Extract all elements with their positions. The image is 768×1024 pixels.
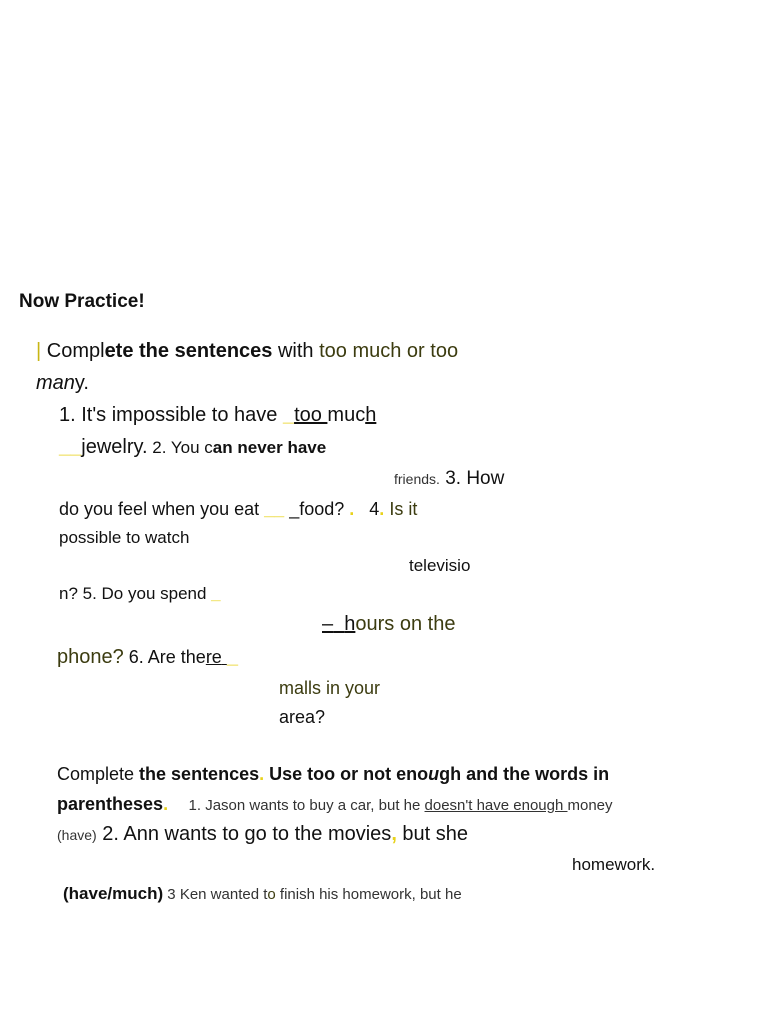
- sentence-5-cont: [322, 614, 455, 634]
- sentence-3: [59, 500, 417, 518]
- answer-text: re: [205, 647, 222, 667]
- answer-text: doesn't have enough: [424, 797, 568, 814]
- sentence-text: money: [567, 797, 613, 814]
- sentence-text: do you feel when you eat: [59, 499, 265, 519]
- sentence-2-end: [394, 469, 504, 488]
- instr-part: Complete: [57, 764, 140, 784]
- answer-blank: __: [59, 436, 82, 458]
- answer-blank: _: [211, 584, 221, 603]
- exercise-1-instruction: [36, 341, 458, 361]
- instr-part: y.: [74, 372, 89, 394]
- sentence-text: ,: [391, 823, 397, 845]
- sentence-text: finish his homework, but he: [275, 886, 462, 903]
- instr-part: with: [272, 340, 320, 362]
- exercise-2-instruction: [57, 765, 609, 783]
- answer-blank: __: [264, 499, 285, 519]
- exercise-2-sentence-2-cont: homework.: [572, 855, 656, 874]
- sentence-text: jewelry.: [81, 436, 148, 458]
- answer-blank: .: [349, 499, 355, 519]
- sentence-4-cont: televisio: [409, 556, 471, 575]
- sentence-2-text: 2. You c: [147, 438, 213, 457]
- sentence-text: 2. Ann wants to go to the movies: [96, 823, 392, 845]
- answer-blank: .: [379, 499, 390, 519]
- sentence-1-cont: [59, 437, 326, 457]
- instr-part: .: [259, 764, 265, 784]
- hint-text: (have): [57, 827, 97, 843]
- sentence-5: [59, 585, 221, 602]
- sentence-4-number: 4: [369, 499, 380, 519]
- sentence-text: Is it: [389, 499, 418, 519]
- answer-blank: [322, 613, 355, 635]
- sentence-text: ours on the: [355, 613, 456, 635]
- dash-mark: –: [322, 613, 334, 635]
- answer-text: too: [294, 404, 328, 426]
- exercise-2-sentence-1: 1. Jason wants to buy a car, but he: [188, 797, 425, 814]
- sentence-4: possible to watch: [59, 528, 190, 547]
- hint-text: (have/much): [63, 884, 164, 903]
- page-title: Now Practice!: [19, 291, 145, 312]
- sentence-text: o: [267, 886, 276, 903]
- instr-part: too much or too: [319, 340, 459, 362]
- text-cursor: |: [36, 340, 42, 362]
- instr-part: .: [163, 794, 169, 814]
- sentence-text: h: [344, 613, 356, 635]
- sentence-text: n? 5. Do you spend: [59, 584, 212, 603]
- instr-part: the sentences: [139, 764, 260, 784]
- sentence-text: _food?: [284, 499, 350, 519]
- sentence-text: 3 Ken wanted t: [163, 886, 268, 903]
- sentence-1: [59, 405, 376, 425]
- instr-part: gh and the words in: [439, 764, 610, 784]
- sentence-6-end: area?: [279, 707, 326, 727]
- exercise-2-sentence-3: [63, 885, 462, 903]
- sentence-text: 6. Are the: [123, 647, 206, 667]
- instr-part: ete the sentences: [104, 340, 273, 362]
- sentence-6-cont: malls in your: [279, 678, 381, 698]
- sentence-text: phone?: [57, 646, 124, 668]
- answer-text: h: [365, 404, 377, 426]
- sentence-text: friends.: [394, 471, 440, 487]
- exercise-1-instruction-cont: [36, 373, 89, 393]
- exercise-2-instruction-cont: [57, 795, 613, 814]
- sentence-6: [57, 647, 238, 667]
- exercise-2-sentence-2: [57, 824, 468, 844]
- instr-part: Use too or not eno: [264, 764, 429, 784]
- sentence-2-text: an never have: [212, 438, 327, 457]
- answer-text: muc: [327, 404, 366, 426]
- sentence-3-text: 3. How: [439, 468, 505, 489]
- instr-part: parentheses: [57, 794, 164, 814]
- instr-part: man: [36, 372, 75, 394]
- sentence-text: 1. It's impossible to have: [59, 404, 283, 426]
- sentence-text: but she: [396, 823, 469, 845]
- answer-blank: _: [226, 646, 238, 668]
- instr-part: u: [428, 764, 440, 784]
- answer-blank: _: [282, 404, 295, 426]
- instr-part: Compl: [46, 340, 105, 362]
